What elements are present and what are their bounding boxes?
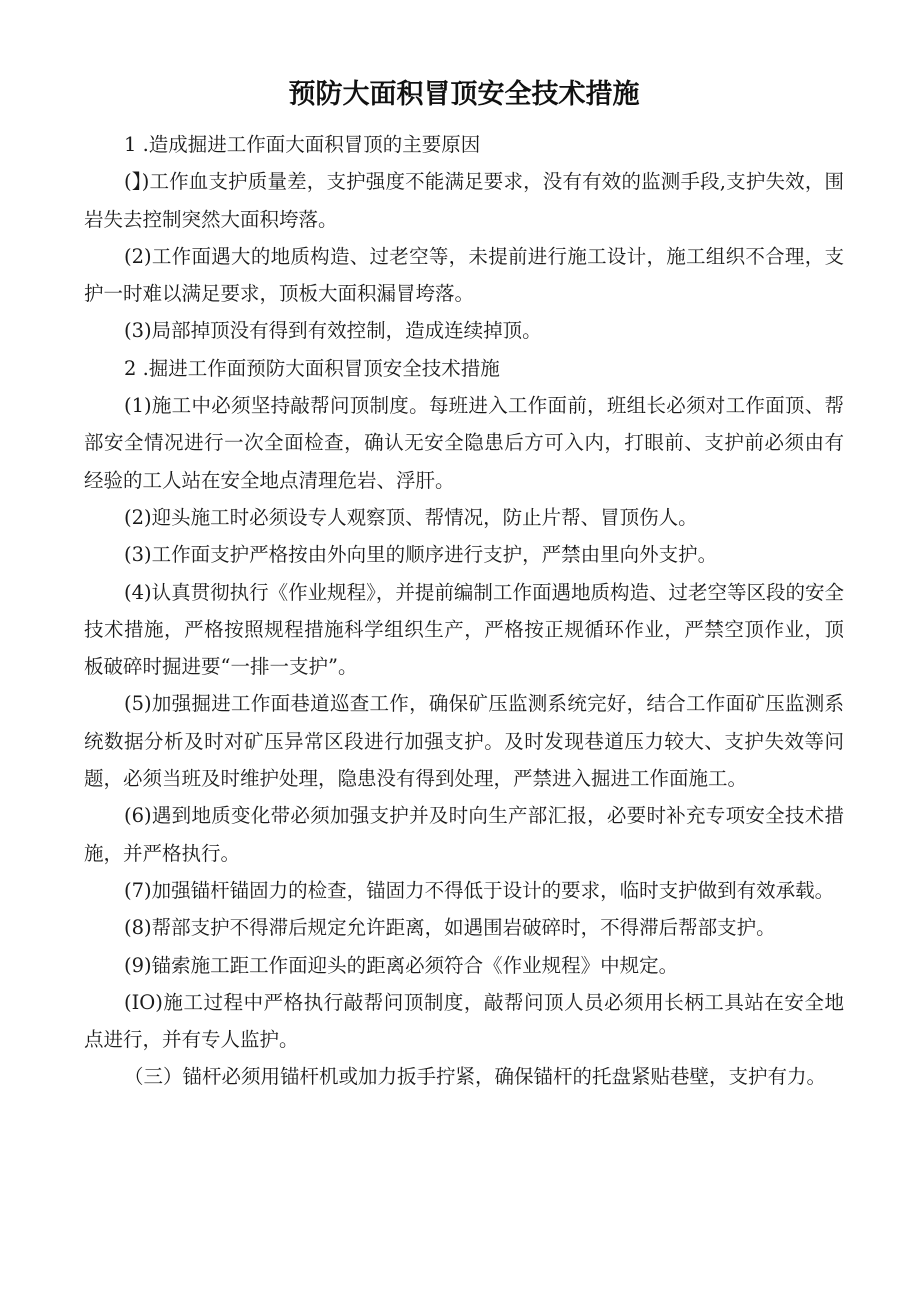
paragraph-measure-4: (4)认真贯彻执行《作业规程》，并提前编制工作面遇地质构造、过老空等区段的安全技术措施，严格按照规程措施科学组织生产，严格按正规循环作业，严禁空顶作业，顶板破碎时掘进要“一排一支护”。 — [84, 580, 844, 679]
paragraph-cause-3: (3)局部掉顶没有得到有效控制，造成连续掉顶。 — [124, 319, 542, 343]
paragraph-cause-1: (】)工作血支护质量差，支护强度不能满足要求，没有有效的监测手段,支护失效，围岩失去控制突然大面积垮落。 — [84, 170, 844, 231]
paragraph-measure-1: (1)施工中必须坚持敲帮问顶制度。每班进入工作面前，班组长必须对工作面顶、帮部安全情况进行一次全面检查，确认无安全隐患后方可入内，打眼前、支护前必须由有经验的工人站在安全地点清理危岩、浮肝。 — [84, 394, 844, 492]
paragraph-measure-10: (IO)施工过程中严格执行敲帮问顶制度，敲帮问顶人员必须用长柄工具站在安全地点进行，并有专人监护。 — [84, 990, 844, 1052]
paragraph-cause-2: (2)工作面遇大的地质构造、过老空等，未提前进行施工设计，施工组织不合理，支护一时难以满足要求，顶板大面积漏冒垮落。 — [84, 244, 844, 306]
paragraph-measure-5: (5)加强掘进工作面巷道巡查工作，确保矿压监测系统完好，结合工作面矿压监测系统数据分析及时对矿压异常区段进行加强支护。及时发现巷道压力较大、支护失效等问题，必须当班及时维护处理，隐患没有得到处理，严禁进入掘进工作面施工。 — [84, 692, 844, 791]
document-title: 预防大面积冒顶安全技术措施 — [288, 79, 640, 110]
paragraph-measure-6: (6)遇到地质变化带必须加强支护并及时向生产部汇报，必要时补充专项安全技术措施，并严格执行。 — [84, 804, 844, 865]
paragraph-measure-8: (8)帮部支护不得滞后规定允许距离，如遇围岩破碎时，不得滞后帮部支护。 — [124, 916, 776, 940]
paragraph-item-3: （三）锚杆必须用锚杆机或加力扳手拧紧，确保锚杆的托盘紧贴巷壁，支护有力。 — [124, 1065, 827, 1089]
section-heading-2: 2 .掘进工作面预防大面积冒顶安全技术措施 — [124, 356, 500, 380]
paragraph-measure-2: (2)迎头施工时必须设专人观察顶、帮情况，防止片帮、冒顶伤人。 — [124, 505, 698, 529]
paragraph-measure-7: (7)加强锚杆锚固力的检查，锚固力不得低于设计的要求，临时支护做到有效承载。 — [124, 878, 835, 902]
paragraph-measure-9: (9)锚索施工距工作面迎头的距离必须符合《作业规程》中规定。 — [124, 953, 679, 977]
paragraph-measure-3: (3)工作面支护严格按由外向里的顺序进行支护，严禁由里向外支护。 — [124, 543, 718, 567]
section-heading-1: 1 .造成掘进工作面大面积冒顶的主要原因 — [124, 133, 481, 156]
